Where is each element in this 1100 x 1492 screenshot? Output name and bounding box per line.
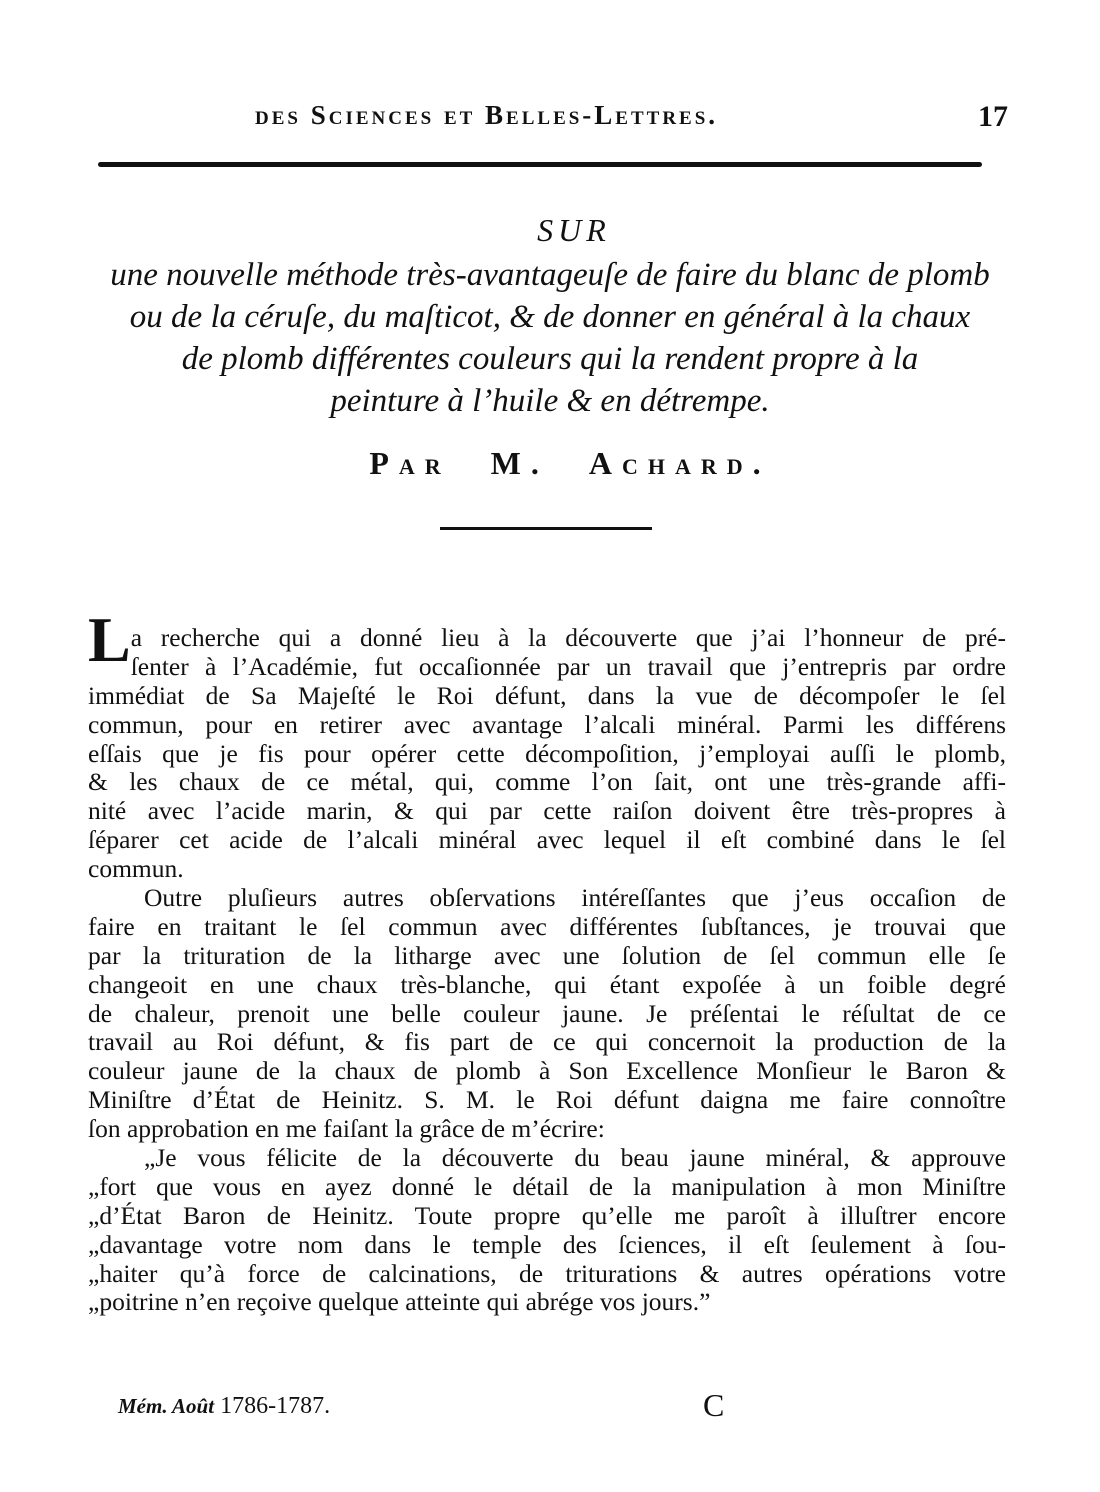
running-head [0, 100, 1100, 140]
text-line: immédiat de Sa Majeſté le Roi défunt, dans la vue de décompoſer le ſel [88, 680, 1006, 710]
paragraph-2 [88, 884, 1006, 1144]
text-line: travail au Roi défunt, & fis part de ce qui concernoit la production de la [88, 1027, 1006, 1057]
subtitle-line: de plomb différentes couleurs qui la rendent propre à la [181, 341, 919, 377]
quote-line: „poitrine n’en reçoive quelque atteinte qui abrége vos jours.” [88, 1287, 711, 1317]
drop-cap: L [88, 604, 131, 675]
text-line: Miniſtre d’État de Heinitz. S. M. le Roi défunt daigna me faire connoître [88, 1085, 1006, 1115]
text-line: de chaleur, prenoit une belle couleur jaune. Je préſentai le réſultat de ce [88, 998, 1006, 1028]
byline-par: Par [369, 445, 451, 481]
royal-letter-quote [88, 1144, 1006, 1317]
running-head-title: des Sciences et Belles-Lettres. [255, 100, 719, 130]
article-title [0, 210, 1100, 422]
text-line: & les chaux de ce métal, qui, comme l’on ſait, ont une très-grande affi- [88, 767, 1006, 797]
author-byline [20, 445, 1100, 482]
quote-line: „fort que vous en ayez donné le détail de la manipulation à mon Miniſtre [88, 1171, 1006, 1201]
quote-line: „davantage votre nom dans le temple des ſciences, il eſt ſeulement à ſou- [88, 1229, 1006, 1259]
quote-line: „d’État Baron de Heinitz. Toute propre qu’elle me paroît à illuſtrer encore [88, 1200, 1006, 1230]
page-footer [118, 1387, 1018, 1423]
body-text [88, 604, 1006, 1317]
gathering-signature-mark: C [703, 1387, 725, 1423]
text-line: par la trituration de la litharge avec une ſolution de ſel commun elle ſe [88, 940, 1006, 970]
subtitle-line: une nouvelle méthode très-avantageuſe de faire du blanc de plomb [110, 257, 990, 293]
text-line: La recherche qui a donné lieu à la découverte que j’ai l’honneur de pré- [88, 604, 1006, 675]
signature-years: 1786-1787. [220, 1393, 331, 1419]
signature-line [118, 1393, 330, 1420]
text-line: nité avec l’acide marin, & qui par cette raiſon doivent être très-propres à [88, 796, 1006, 826]
title-sur: SUR [537, 212, 611, 248]
text-line: commun. [88, 854, 184, 884]
quote-line: „Je vous félicite de la découverte du beau jaune minéral, & approuve [144, 1143, 1006, 1173]
signature-label: Mém. Août [118, 1394, 215, 1418]
subtitle-line: peinture à l’huile & en détrempe. [330, 383, 770, 419]
text-line: changeoit en une chaux très-blanche, qui étant expoſée à un foible degré [88, 969, 1006, 999]
text-line: ſenter à l’Académie, fut occaſionnée par un travail que j’entrepris par ordre [130, 651, 1006, 681]
title-subtitle [70, 254, 1030, 422]
text-line: ſéparer cet acide de l’alcali minéral avec lequel il eſt combiné dans le ſel [88, 825, 1006, 855]
text-line: eſſais que je fis pour opérer cette décompoſition, j’employai auſſi le plomb, [88, 738, 1006, 768]
paragraph-1 [88, 604, 1006, 884]
text-line: commun, pour en retirer avec avantage l’alcali minéral. Parmi les différens [88, 709, 1006, 739]
text-line: ſon approbation en me faiſant la grâce de m’écrire: [88, 1114, 605, 1144]
text-line: faire en traitant le ſel commun avec différentes ſubſtances, je trouvai que [88, 911, 1006, 941]
quote-line: „haiter qu’à force de calcinations, de triturations & autres opérations votre [88, 1258, 1006, 1288]
page-number: 17 [978, 100, 1008, 133]
header-rule [98, 162, 982, 167]
subtitle-line: ou de la céruſe, du maſticot, & de donner en général à la chaux [129, 299, 971, 335]
text-line: Outre pluſieurs autres obſervations intéreſſantes que j’eus occaſion de [144, 883, 1006, 913]
byline-name: Achard. [588, 445, 771, 481]
byline-initial: M. [490, 445, 549, 481]
title-rule [440, 527, 652, 530]
text-line: couleur jaune de la chaux de plomb à Son Excellence Monſieur le Baron & [88, 1056, 1006, 1086]
